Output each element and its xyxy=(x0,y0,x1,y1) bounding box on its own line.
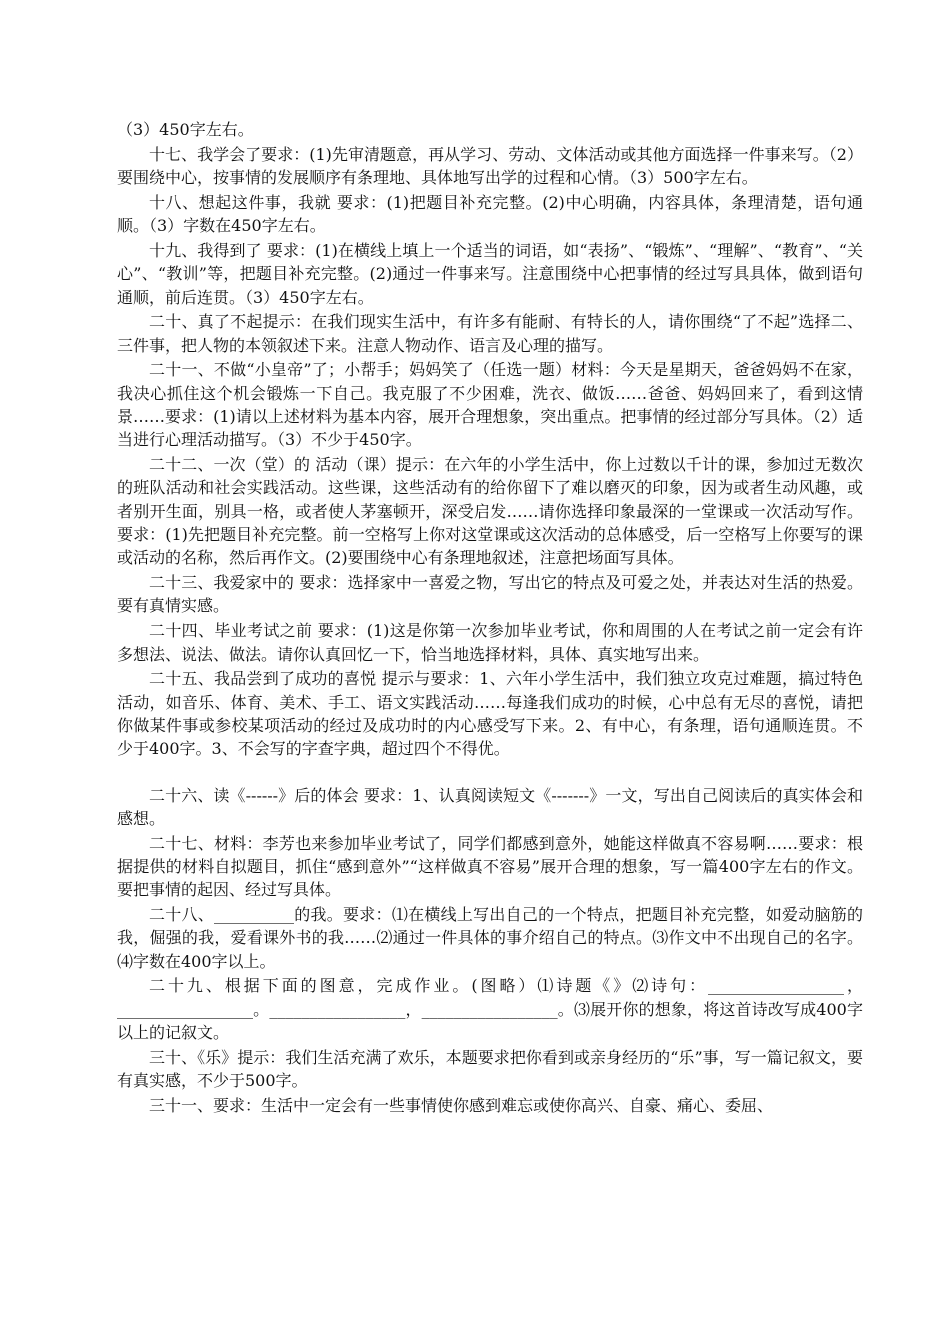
paragraph-item-20: 二十、真了不起提示：在我们现实生活中，有许多有能耐、有特长的人，请你围绕“了不起”选择二、三件事，把人物的本领叙述下来。注意人物动作、语言及心理的描写。 xyxy=(117,312,863,355)
paragraph-item-19: 十九、我得到了 要求：(1)在横线上填上一个适当的词语，如“表扬”、“锻炼”、“理解”、“教育”、“关心”、“教训”等，把题目补充完整。(2)通过一件事来写。注意围绕中心把事情的经过写具具体，做到语句通顺，前后连贯。（3）450字左右。 xyxy=(117,240,863,307)
paragraph-item-31: 三十一、要求：生活中一定会有一些事情使你感到难忘或使你高兴、自豪、痛心、委屈、 xyxy=(149,1095,774,1115)
document-body xyxy=(117,118,863,1119)
paragraph-item-18: 十八、想起这件事，我就 要求：(1)把题目补充完整。(2)中心明确，内容具体，条理清楚，语句通顺。（3）字数在450字左右。 xyxy=(117,192,863,236)
paragraph-item-29: 二十九、根据下面的图意，完成作业。(图略）⑴诗题《》⑵诗句：_________________，_________________。_________________，_________________。⑶展开你的想象，将这首诗改写成400字以上的记叙文。 xyxy=(117,976,863,1042)
paragraph-item-30: 三十、《乐》提示：我们生活充满了欢乐，本题要求把你看到或亲身经历的“乐”事，写一篇记叙文，要有真实感，不少于500字。 xyxy=(117,1047,863,1091)
paragraph-item-26: 二十六、读《------》后的体会 要求：1、认真阅读短文《-------》一文，写出自己阅读后的真实体会和感想。 xyxy=(117,785,863,828)
paragraph-item-25: 二十五、我品尝到了成功的喜悦 提示与要求：1、六年小学生活中，我们独立攻克过难题，搞过特色活动，如音乐、体育、美术、手工、语文实践活动……每逢我们成功的时候，心中总有无尽的喜悦，请把你做某件事或参校某项活动的经过及成功时的内心感受写下来。2、有中心，有条理，语句通顺连贯。不少于400字。3、不会写的字查字典，超过四个不得优。 xyxy=(117,669,863,759)
paragraph-item-22: 二十二、一次（堂）的 活动（课）提示：在六年的小学生活中，你上过数以千计的课，参加过无数次的班队活动和社会实践活动。这些课，这些活动有的给你留下了难以磨灭的印象，因为或者生动风趣，或者别开生面，别具一格，或者使人茅塞顿开，深受启发……请你选择印象最深的一堂课或一次活动写作。要求：(1)先把题目补充完整。前一空格写上你对这堂课或这次活动的总体感受，后一空格写上你要写的课或活动的名称，然后再作文。(2)要围绕中心有条理地叙述，注意把场面写具体。 xyxy=(117,455,863,568)
paragraph-item-23: 二十三、我爱家中的 要求：选择家中一喜爱之物，写出它的特点及可爱之处，并表达对生活的热爱。要有真情实感。 xyxy=(117,573,863,616)
paragraph-item-24: 二十四、毕业考试之前 要求：(1)这是你第一次参加毕业考试，你和周围的人在考试之前一定会有许多想法、说法、做法。请你认真回忆一下，恰当地选择材料，具体、真实地写出来。 xyxy=(117,621,863,664)
paragraph-fragment: （3）450字左右。 xyxy=(117,120,254,139)
paragraph-item-27: 二十七、材料：李芳也来参加毕业考试了，同学们都感到意外，她能这样做真不容易啊……要求：根据提供的材料自拟题目，抓住“感到意外”“这样做真不容易”展开合理的想象，写一篇400字左右的作文。要把事情的起因、经过写具体。 xyxy=(117,833,863,900)
paragraph-item-28: 二十八、__________的我。要求：⑴在横线上写出自己的一个特点，把题目补充完整，如爱动脑筋的我，倔强的我，爱看课外书的我……⑵通过一件具体的事介绍自己的特点。⑶作文中不出现自己的名字。⑷字数在400字以上。 xyxy=(117,905,863,971)
paragraph-item-17: 十七、我学会了要求：(1)先审清题意，再从学习、劳动、文体活动或其他方面选择一件事来写。（2）要围绕中心，按事情的发展顺序有条理地、具体地写出学的过程和心情。（3）500字左右。 xyxy=(117,144,863,188)
paragraph-item-21: 二十一、不做“小皇帝”了；小帮手；妈妈笑了（任选一题）材料：今天是星期天，爸爸妈妈不在家，我决心抓住这个机会锻炼一下自己。我克服了不少困难，洗衣、做饭……爸爸、妈妈回来了，看到这情景……要求：(1)请以上述材料为基本内容，展开合理想象，突出重点。把事情的经过部分写具体。（2）适当进行心理活动描写。（3）不少于450字。 xyxy=(117,360,863,450)
